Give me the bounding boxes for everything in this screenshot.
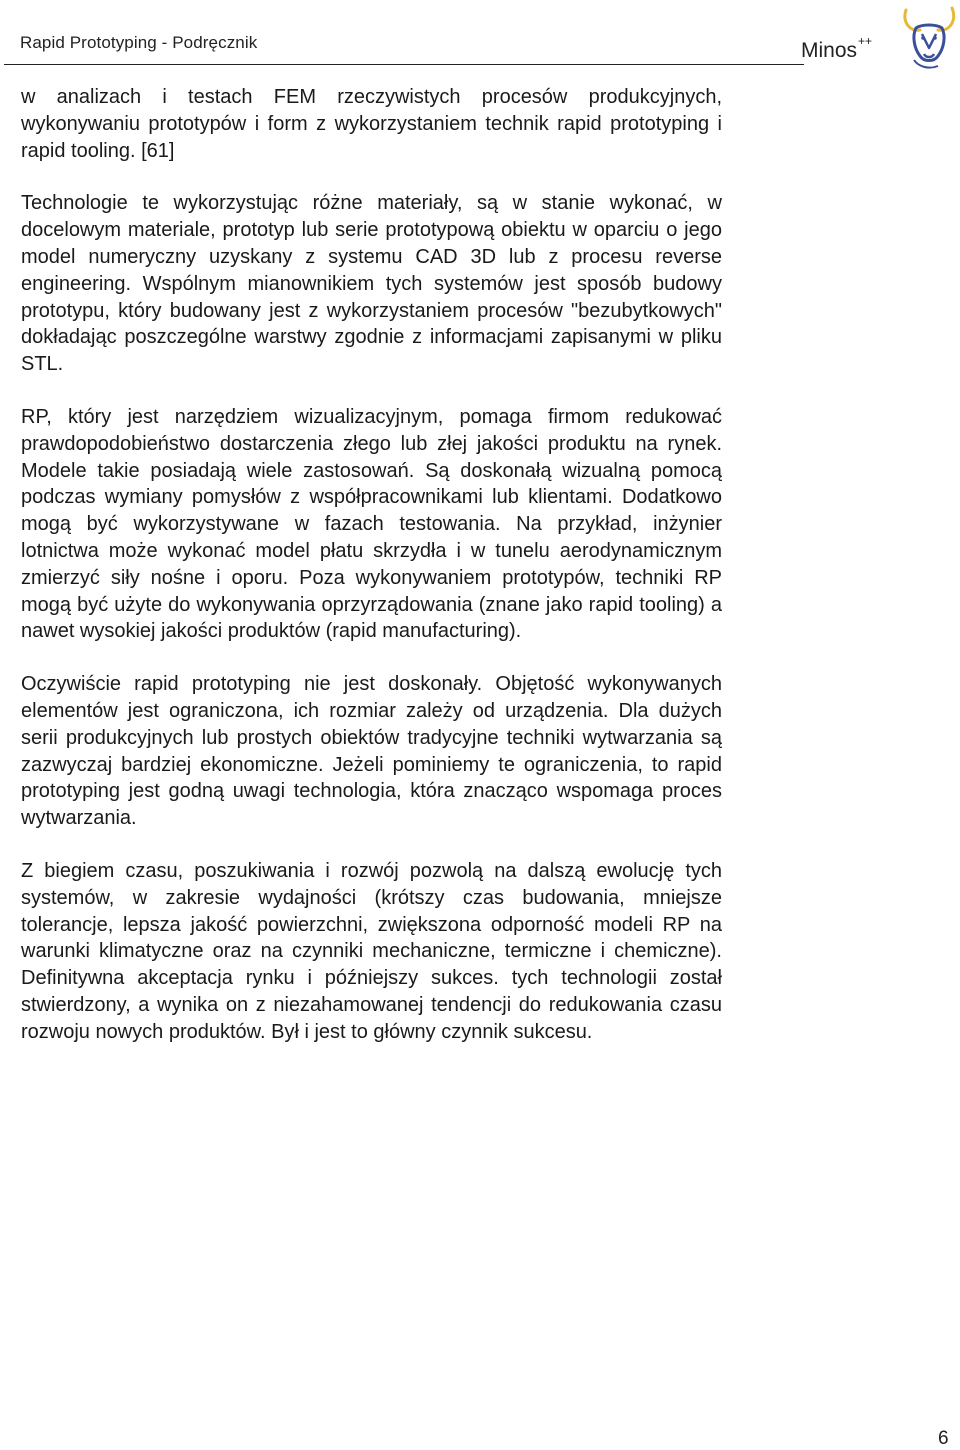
paragraph-fem-analysis: w analizach i testach FEM rzeczywistych procesów produkcyjnych, wykonywaniu prototypów i form z wykorzystaniem technik rapid prototyping i rapid tooling. [61] (21, 86, 722, 162)
header-divider (4, 64, 804, 65)
brand-text: Minos (801, 39, 858, 62)
paragraph-limitations: Oczywiście rapid prototyping nie jest doskonały. Objętość wykonywanych elementów jest ograniczona, ich rozmiar zależy od urządzenia. Dla dużych serii produkcyjnych lub prostych obiektów tradycyjne techniki wytwarzania są zazwyczaj bardziej ekonomiczne. Jeżeli pominiemy te ograniczenia, to rapid prototyping jest godną uwagi technologia, która znacząco wspomaga proces wytwarzania. (21, 673, 722, 830)
brand-name (801, 34, 873, 63)
brand-superscript: ++ (858, 34, 873, 48)
document-body (21, 84, 722, 1072)
paragraph-rp-visualization: RP, który jest narzędziem wizualizacyjnym, pomaga firmom redukować prawdopodobieństwo dostarczenia złego lub złej jakości produktu na rynek. Modele takie posiadają wiele zastosowań. Są doskonałą wizualną pomocą podczas wymiany pomysłów z współpracownikami lub klientami. Dodatkowo mogą być wykorzystywane w fazach testowania. Na przykład, inżynier lotnictwa może wykonać model płatu skrzydła i w tunelu aerodynamicznym zmierzyć siły nośne i oporu. Poza wykonywaniem prototypów, techniki RP mogą być użyte do wykonywania oprzyrządowania (znane jako rapid tooling) a nawet wysokiej jakości produktów (rapid manufacturing). (21, 405, 722, 643)
document-title: Rapid Prototyping - Podręcznik (20, 33, 258, 52)
paragraph-evolution: Z biegiem czasu, poszukiwania i rozwój pozwolą na dalszą ewolucję tych systemów, w zakresie wydajności (krótszy czas budowania, mniejsze tolerancje, lepsza jakość powierzchni, zwiększona odporność modeli RP na warunki klimatyczne oraz na czynniki mechaniczne, termiczne i chemiczne). Definitywna akceptacja rynku i późniejszy sukces. tych technologii został stwierdzony, a wynika on z niezahamowanej tendencji do redukowania czasu rozwoju nowych produktów. Był i jest to główny czynnik sukcesu. (21, 859, 722, 1043)
page-header (0, 0, 960, 80)
paragraph-technologies: Technologie te wykorzystując różne materiały, są w stanie wykonać, w docelowym materiale, prototyp lub serie prototypową obiektu w oparciu o jego model numeryczny uzyskany z systemu CAD 3D lub z procesu reverse engineering. Wspólnym mianownikiem tych systemów jest sposób budowy prototypu, który budowany jest z wykorzystaniem procesów "bezubytkowych" dokładając poszczególne warstwy zgodnie z informacjami zapisanymi w pliku STL. (21, 192, 722, 376)
page-number: 6 (938, 1428, 949, 1449)
bull-head-logo-icon (900, 2, 958, 72)
